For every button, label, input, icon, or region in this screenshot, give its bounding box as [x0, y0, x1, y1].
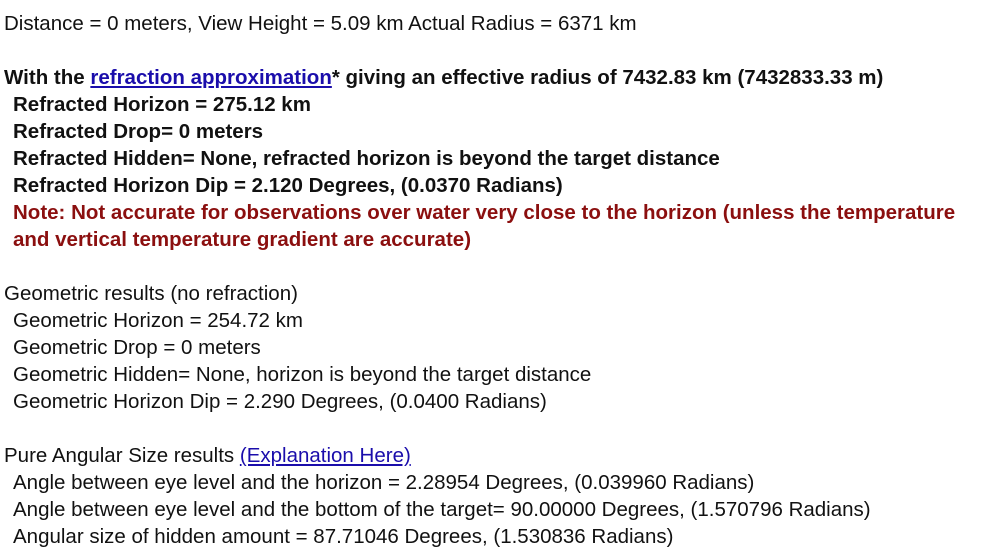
refracted-horizon: Refracted Horizon = 275.12 km — [13, 93, 311, 116]
refraction-note-line-1: Note: Not accurate for observations over water very close to the horizon (unless the temperature — [13, 201, 956, 224]
refraction-intro-suffix: * giving an effective radius of 7432.83 km (7432833.33 m) — [331, 66, 884, 89]
geometric-horizon: Geometric Horizon = 254.72 km — [13, 309, 303, 332]
spacer — [4, 37, 993, 64]
spacer — [4, 415, 993, 442]
summary-line: Distance = 0 meters, View Height = 5.09 km Actual Radius = 6371 km — [4, 12, 637, 35]
refraction-intro-prefix: With the — [4, 66, 91, 89]
refraction-approximation-link[interactable]: refraction approximation — [90, 66, 332, 89]
refracted-horizon-dip: Refracted Horizon Dip = 2.120 Degrees, (0.0370 Radians) — [13, 174, 563, 197]
angular-heading — [4, 442, 993, 469]
refraction-note-line-2: and vertical temperature gradient are accurate) — [13, 228, 472, 251]
refracted-drop: Refracted Drop= 0 meters — [13, 120, 264, 143]
refraction-intro — [4, 64, 993, 91]
geometric-horizon-dip: Geometric Horizon Dip = 2.290 Degrees, (0.0400 Radians) — [13, 390, 547, 413]
geometric-heading: Geometric results (no refraction) — [4, 282, 298, 305]
geometric-drop: Geometric Drop = 0 meters — [13, 336, 261, 359]
explanation-link[interactable]: (Explanation Here) — [239, 444, 411, 467]
hidden-angular-size: Angular size of hidden amount = 87.71046 Degrees, (1.530836 Radians) — [13, 525, 674, 548]
spacer — [4, 253, 993, 280]
horizon-angle: Angle between eye level and the horizon = 2.28954 Degrees, (0.039960 Radians) — [13, 471, 755, 494]
target-bottom-angle: Angle between eye level and the bottom of the target= 90.00000 Degrees, (1.570796 Radians) — [13, 498, 871, 521]
angular-heading-prefix: Pure Angular Size results — [4, 444, 240, 467]
geometric-hidden: Geometric Hidden= None, horizon is beyond the target distance — [13, 363, 592, 386]
refracted-hidden: Refracted Hidden= None, refracted horizon is beyond the target distance — [13, 147, 720, 170]
